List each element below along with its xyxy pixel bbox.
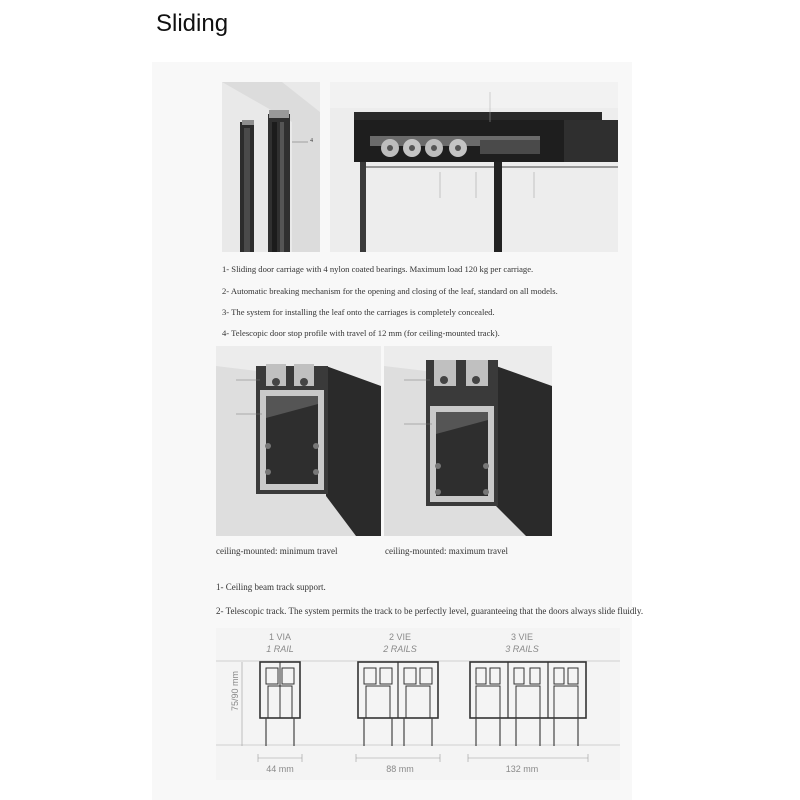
detail-line-3: 3- The system for installing the leaf onto the carriages is completely concealed. [222,307,495,317]
rail-2-label: 2 VIE [388,632,411,642]
rail-2-width: 88 mm [386,764,414,774]
rail-1-label-en: 1 RAIL [266,644,294,654]
track-note-1: 1- Ceiling beam track support. [216,582,326,592]
minimum-travel-photo [216,346,381,536]
detail-line-4: 4- Telescopic door stop profile with travel of 12 mm (for ceiling-mounted track). [222,328,500,338]
page-title: Sliding [156,10,229,37]
rail-3-label: 3 VIE [510,632,533,642]
frame-corner-photo [222,82,320,252]
rail-2-label-en: 2 RAILS [383,644,417,654]
detail-line-1: 1- Sliding door carriage with 4 nylon coated bearings. Maximum load 120 kg per carriage. [222,264,534,274]
photo-marker-4: 4 [310,138,313,144]
rail-3-label-en: 3 RAILS [505,644,539,654]
caption-maximum-travel: ceiling-mounted: maximum travel [385,546,508,556]
maximum-travel-photo [384,346,552,536]
height-dimension-label: 75/90 mm [230,670,240,712]
carriage-track-photo [330,82,618,252]
rail-3-width: 132 mm [505,764,539,774]
caption-minimum-travel: ceiling-mounted: minimum travel [216,546,338,556]
track-note-2: 2- Telescopic track. The system permits the track to be perfectly level, guaranteeing that the doors always slide fluidly. [216,606,644,616]
rail-1-width: 44 mm [266,764,294,774]
detail-line-2: 2- Automatic breaking mechanism for the opening and closing of the leaf, standard on all models. [222,286,558,296]
rail-1-label: 1 VIA [268,632,291,642]
